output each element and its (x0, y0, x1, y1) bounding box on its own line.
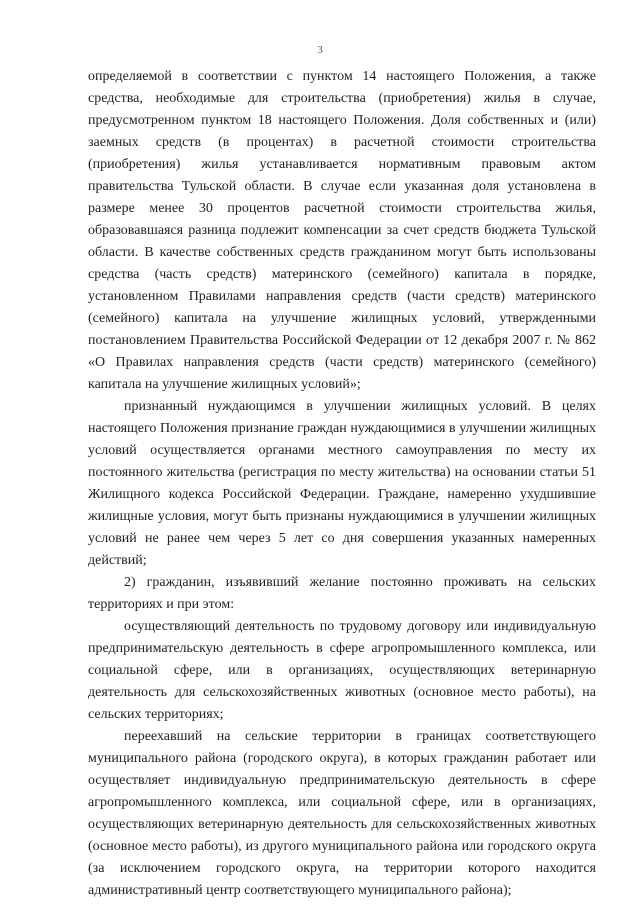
paragraph-relocation: переехавший на сельские территории в границах соответствующего муниципального района (городского округа), в которых гражданин работает или осуществляет индивидуальную предпринимательскую деятельность в сфере агропромышленного комплекса, или социальной сфере, или в организациях, осуществляющих ветеринарную деятельность для сельскохозяйственных животных (основное место работы), из другого муниципального района или городского округа (за исключением городского округа, на территории которого находится административный центр соответствующего муниципального района); (88, 729, 596, 898)
paragraph-continuation: определяемой в соответствии с пунктом 14 настоящего Положения, а также средства, необходимые для строительства (приобретения) жилья в случае, предусмотренном пунктом 18 настоящего Положения. Доля собственных и (или) заемных средств (в процентах) в расчетной стоимости строительства (приобретения) жилья устанавливается нормативным правовым актом правительства Тульской области. В случае если указанная доля установлена в размере менее 30 процентов расчетной стоимости строительства жилья, образовавшаяся разница подлежит компенсации за счет средств бюджета Тульской области. В качестве собственных средств гражданином могут быть использованы средства (часть средств) материнского (семейного) капитала в порядке, установленном Правилами направления средств (части средств) материнского (семейного) капитала на улучшение жилищных условий, утвержденными постановлением Правительства Российской Федерации от 12 декабря 2007 г. № 862 «О Правилах направления средств (части средств) материнского (семейного) капитала на улучшение жилищных условий»; (88, 69, 596, 392)
page-number: 3 (317, 44, 323, 56)
document-body (88, 66, 596, 902)
paragraph-employment: осуществляющий деятельность по трудовому договору или индивидуальную предпринимательскую деятельность в сфере агропромышленного комплекса, или социальной сфере, или в организациях, осуществляющих ветеринарную деятельность для сельскохозяйственных животных (основное место работы), на сельских территориях; (88, 619, 596, 722)
paragraph-housing-needs: признанный нуждающимся в улучшении жилищных условий. В целях настоящего Положения признание граждан нуждающимися в улучшении жилищных условий осуществляется органами местного самоуправления по месту их постоянного жительства (регистрация по месту жительства) на основании статьи 51 Жилищного кодекса Российской Федерации. Граждане, намеренно ухудшившие жилищные условия, могут быть признаны нуждающимися в улучшении жилищных условий не ранее чем через 5 лет со дня совершения указанных намеренных действий; (88, 399, 596, 568)
paragraph-item-2: 2) гражданин, изъявивший желание постоянно проживать на сельских территориях и при этом: (88, 575, 596, 612)
